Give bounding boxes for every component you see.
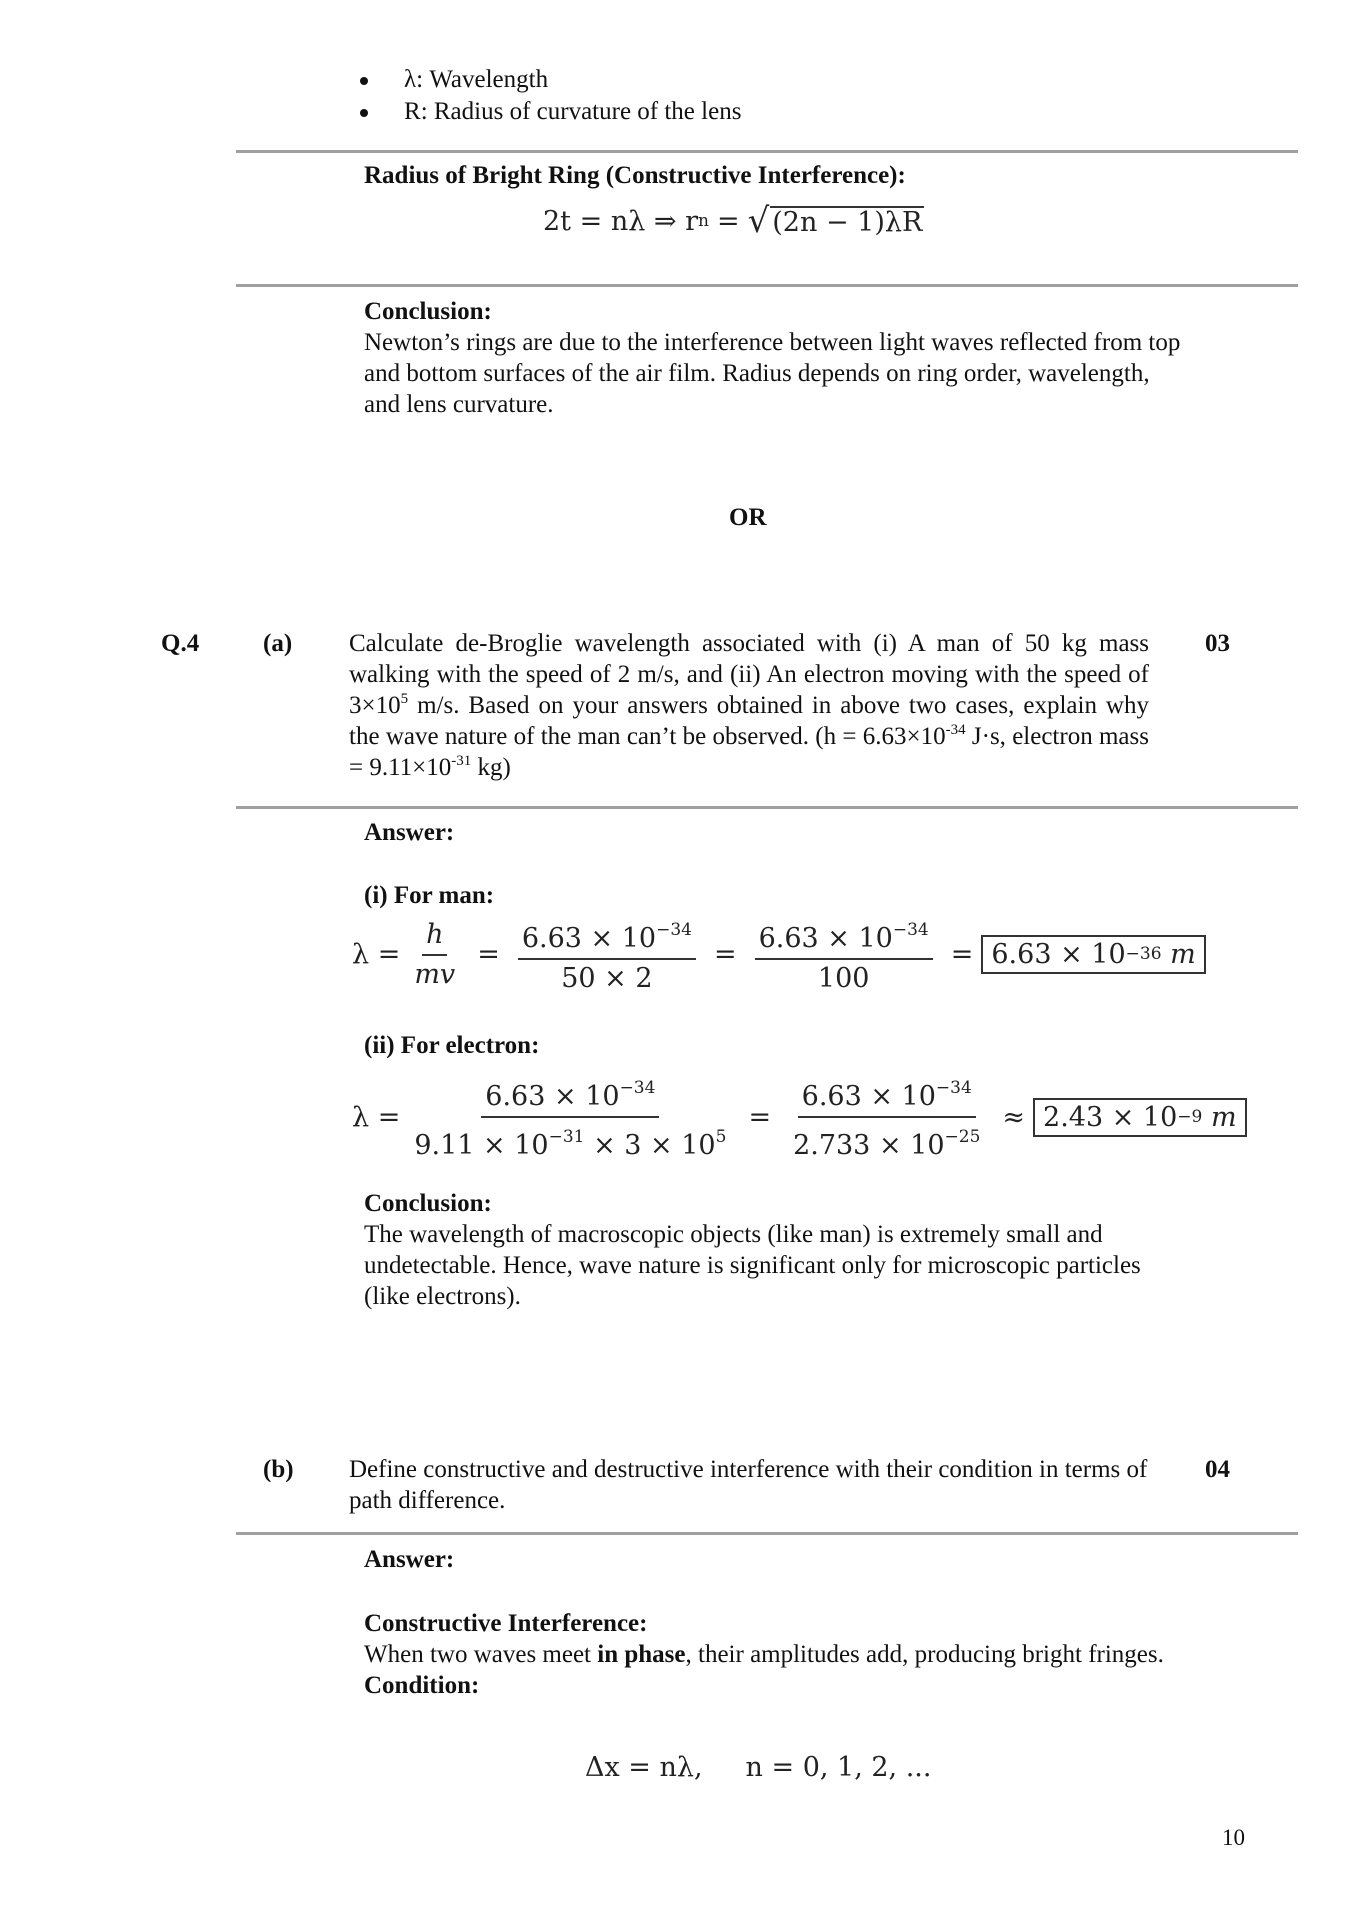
fraction: $\frac{6.63 \times 10^{-34}}{9.11 \times 10^{-31} \times 3 \times 10^5}$	[410, 1073, 730, 1161]
conclusion-block	[364, 296, 1184, 420]
square-root: √ (2n − 1)λR	[747, 201, 923, 241]
answer-label: Answer:	[364, 819, 455, 846]
question-number: Q.4	[161, 630, 200, 657]
condition-label: Condition:	[364, 1672, 480, 1699]
answer-label: Answer:	[364, 1546, 455, 1573]
bullet-icon	[360, 109, 368, 117]
marks: 04	[1205, 1456, 1230, 1483]
marks: 03	[1205, 630, 1230, 657]
or-separator: OR	[729, 504, 767, 531]
conclusion-body: The wavelength of macroscopic objects (like man) is extremely small and undetectable. Hence, wave nature is significant only for microscopic particles (like electrons).	[364, 1221, 1141, 1310]
variable-definitions-list	[360, 64, 741, 128]
conclusion-body: Newton’s rings are due to the interference between light waves reflected from top and bottom surfaces of the air film. Radius depends on ring order, wavelength, and lens curvature.	[364, 329, 1181, 418]
sub-heading-electron: (ii) For electron:	[364, 1032, 540, 1059]
horizontal-rule	[236, 284, 1298, 287]
constructive-body: When two waves meet in phase, their amplitudes add, producing bright fringes.	[364, 1641, 1164, 1668]
constructive-heading: Constructive Interference:	[364, 1610, 648, 1637]
constructive-condition-equation: Δx = nλ, n = 0, 1, 2, ...	[585, 1752, 932, 1783]
question-text: Calculate de-Broglie wavelength associated with (i) A man of 50 kg mass walking with the speed of 2 m/s, and (ii) An electron moving with the speed of $3\times 10^5$ m/s. Based on your answers obtained in above two cases, explain why the wave nature of the man can’t be observed. ($h = 6.63\times 10^{-34}$ J·s, electron mass = $9.11\times 10^{-31}$ kg)	[349, 630, 1149, 781]
horizontal-rule	[236, 1532, 1298, 1535]
part-label: (b)	[263, 1456, 294, 1483]
horizontal-rule	[236, 806, 1298, 809]
bright-ring-equation: 2t = nλ ⇒ r n = √ (2n − 1)λR	[543, 201, 923, 241]
question-text: Define constructive and destructive interference with their condition in terms of path difference.	[349, 1456, 1148, 1514]
electron-wavelength-equation: λ = $\frac{6.63 \times 10^{-34}}{9.11 \times 10^{-31} \times 3 \times 10^5}$ = $\frac{6.63 \times 10^{-34}}{2.733 \times 10^{-25}}$ ≈ 2.43 × 10 −9 m	[352, 1073, 1247, 1161]
fraction: $\frac{6.63 \times 10^{-34}}{50 \times 2}$	[518, 915, 696, 994]
constructive-interference-block	[364, 1608, 1190, 1701]
radical-sign-icon: √	[747, 201, 770, 241]
conclusion-heading: Conclusion:	[364, 1190, 492, 1217]
list-item: λ: Wavelength	[360, 64, 741, 96]
conclusion-heading: Conclusion:	[364, 298, 492, 325]
conclusion-block	[364, 1188, 1190, 1312]
fraction: $\frac{6.63 \times 10^{-34}}{100}$	[755, 915, 933, 994]
man-wavelength-equation: λ = $\frac{h}{mv}$ = $\frac{6.63 \times 10^{-34}}{50 \times 2}$ = $\frac{6.63 \times 10^{-34}}{100}$ = 6.63 × 10 −36 m	[352, 915, 1206, 994]
list-item: R: Radius of curvature of the lens	[360, 96, 741, 128]
bullet-icon	[360, 77, 368, 85]
boxed-result: 2.43 × 10 −9 m	[1033, 1098, 1247, 1137]
part-label: (a)	[263, 630, 293, 657]
page-number: 10	[1222, 1825, 1245, 1850]
fraction: $\frac{6.63 \times 10^{-34}}{2.733 \times 10^{-25}}$	[789, 1073, 984, 1161]
section-heading: Radius of Bright Ring (Constructive Interference):	[364, 162, 906, 189]
boxed-result: 6.63 × 10 −36 m	[981, 935, 1205, 974]
fraction: $\frac{h}{mv}$	[414, 918, 456, 990]
horizontal-rule	[236, 150, 1298, 153]
sub-heading-man: (i) For man:	[364, 882, 495, 909]
